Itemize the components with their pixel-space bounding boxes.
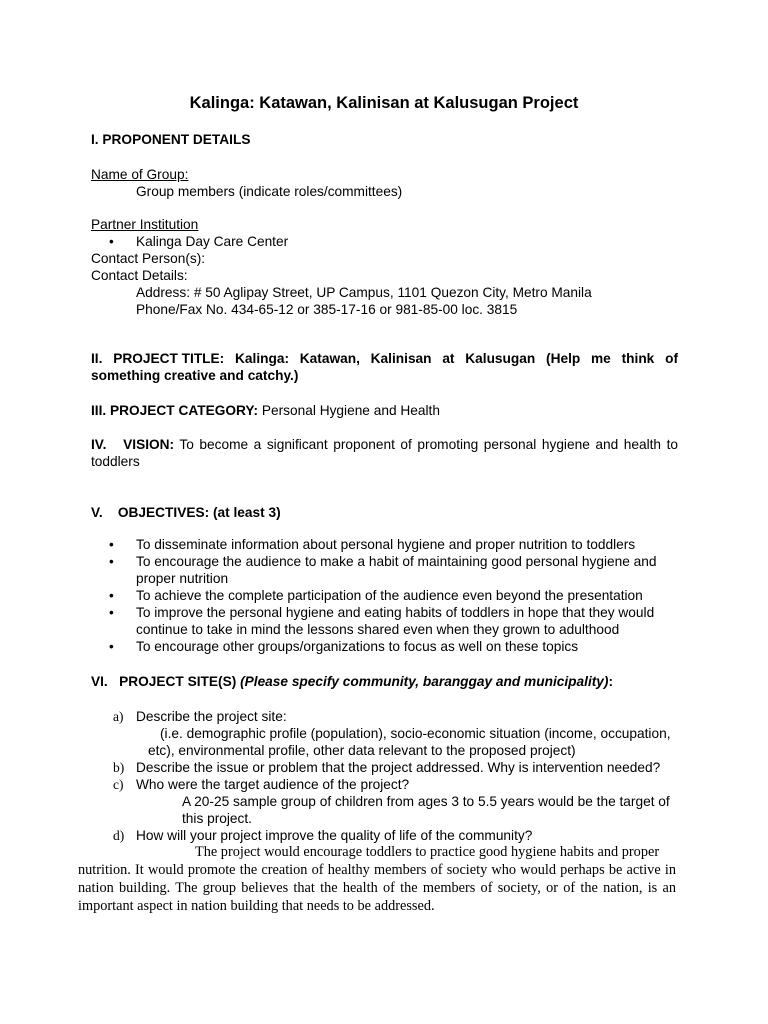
site-item-d: [91, 827, 678, 844]
vision-label: VISION:: [123, 437, 175, 452]
section-project-category: [91, 402, 678, 419]
project-site-heading: VI. PROJECT SITE(S): [91, 674, 237, 689]
project-title-word: think: [621, 351, 655, 366]
contact-persons-label: Contact Person(s):: [91, 251, 206, 266]
section-project-title: [91, 350, 678, 384]
project-title-word: Kalinga:: [235, 351, 290, 366]
section-project-site-heading: [91, 673, 678, 690]
site-item-c-detail: A 20-25 sample group of children from ages 3 to 5.5 years would be the target of this project.: [182, 794, 670, 826]
project-title-line2: something creative and catchy.): [91, 368, 299, 383]
project-title-label: PROJECT TITLE:: [113, 351, 225, 366]
section-proponent-heading: I. PROPONENT DETAILS: [91, 132, 251, 147]
site-item-text: Who were the target audience of the project?: [136, 777, 410, 792]
project-title-word: (Help: [546, 351, 581, 366]
project-title-word: at: [442, 351, 455, 366]
site-item-marker: d): [113, 828, 125, 843]
site-item-b: [91, 759, 678, 776]
project-title-word: Katawan,: [299, 351, 360, 366]
paragraph-rest: nutrition. It would promote the creation of healthy members of society who would perhaps be active in nation building. The group believes that the health of the members of society, or of the nation, is an important aspect in nation building that needs to be addressed.: [78, 862, 676, 914]
partner-label: Partner Institution: [91, 217, 199, 232]
address-text: Address: # 50 Aglipay Street, UP Campus, 1101 Quezon City, Metro Manila: [136, 285, 592, 300]
site-item-marker: b): [113, 760, 125, 775]
site-item-c: [91, 776, 678, 827]
name-of-group-label: Name of Group:: [91, 167, 189, 182]
project-site-note: (Please specify community, baranggay and municipality): [240, 674, 609, 689]
objective-item: • To achieve the complete participation of the audience even beyond the presentation: [91, 587, 678, 604]
site-item-a: [91, 708, 678, 759]
project-site-list: [91, 708, 678, 844]
project-title-line1: [91, 350, 678, 367]
objectives-block: [91, 536, 678, 655]
section-vision: [91, 436, 678, 470]
site-item-d-paragraph: [78, 843, 676, 915]
partner-list: [91, 233, 678, 250]
site-item-text: Describe the project site:: [136, 709, 287, 724]
project-category-text: Personal Hygiene and Health: [261, 403, 440, 418]
objective-item: • To encourage other groups/organizations to focus as well on these topics: [91, 638, 678, 655]
project-site-block: [91, 708, 678, 844]
objectives-list: [91, 536, 678, 655]
objective-item: • To disseminate information about personal hygiene and proper nutrition to toddlers: [91, 536, 678, 553]
name-of-group-block: [91, 166, 678, 200]
phone-text: Phone/Fax No. 434-65-12 or 385-17-16 or 981-85-00 loc. 3815: [136, 302, 518, 317]
objective-item: • To encourage the audience to make a habit of maintaining good personal hygiene and proper nutrition: [91, 553, 678, 587]
project-title-num: II.: [91, 351, 103, 366]
project-site-colon: :: [608, 674, 614, 689]
site-item-text: How will your project improve the quality of life of the community?: [136, 828, 533, 843]
site-item-marker: c): [113, 777, 124, 792]
vision-num: IV.: [91, 437, 107, 452]
project-title-word: Kalinisan: [370, 351, 432, 366]
site-item-text: Describe the issue or problem that the project addressed. Why is intervention needed?: [136, 760, 661, 775]
partner-item: • Kalinga Day Care Center: [91, 233, 678, 250]
project-title-word: me: [591, 351, 611, 366]
group-members-text: Group members (indicate roles/committees): [136, 184, 403, 199]
project-category-label: III. PROJECT CATEGORY:: [91, 403, 259, 418]
partner-block: [91, 216, 678, 318]
project-title-word: of: [665, 351, 678, 366]
project-title-word: Kalusugan: [465, 351, 536, 366]
contact-details-label: Contact Details:: [91, 268, 188, 283]
site-item-marker: a): [113, 709, 124, 724]
vision-text: To become a significant proponent of promoting personal hygiene and health to toddlers: [91, 437, 678, 469]
section-objectives-heading: V. OBJECTIVES: (at least 3): [91, 505, 281, 520]
objective-item: • To improve the personal hygiene and eating habits of toddlers in hope that they would continue to take in mind the lessons shared even when they grown to adulthood: [91, 604, 678, 638]
paragraph-first-line: The project would encourage toddlers to practice good hygiene habits and proper: [195, 844, 660, 860]
site-item-a-detail: (i.e. demographic profile (population), socio-economic situation (income, occupation, etc), environmental profile, other data relevant to the proposed project): [148, 726, 671, 758]
document-title: Kalinga: Katawan, Kalinisan at Kalusugan Project: [189, 94, 579, 112]
